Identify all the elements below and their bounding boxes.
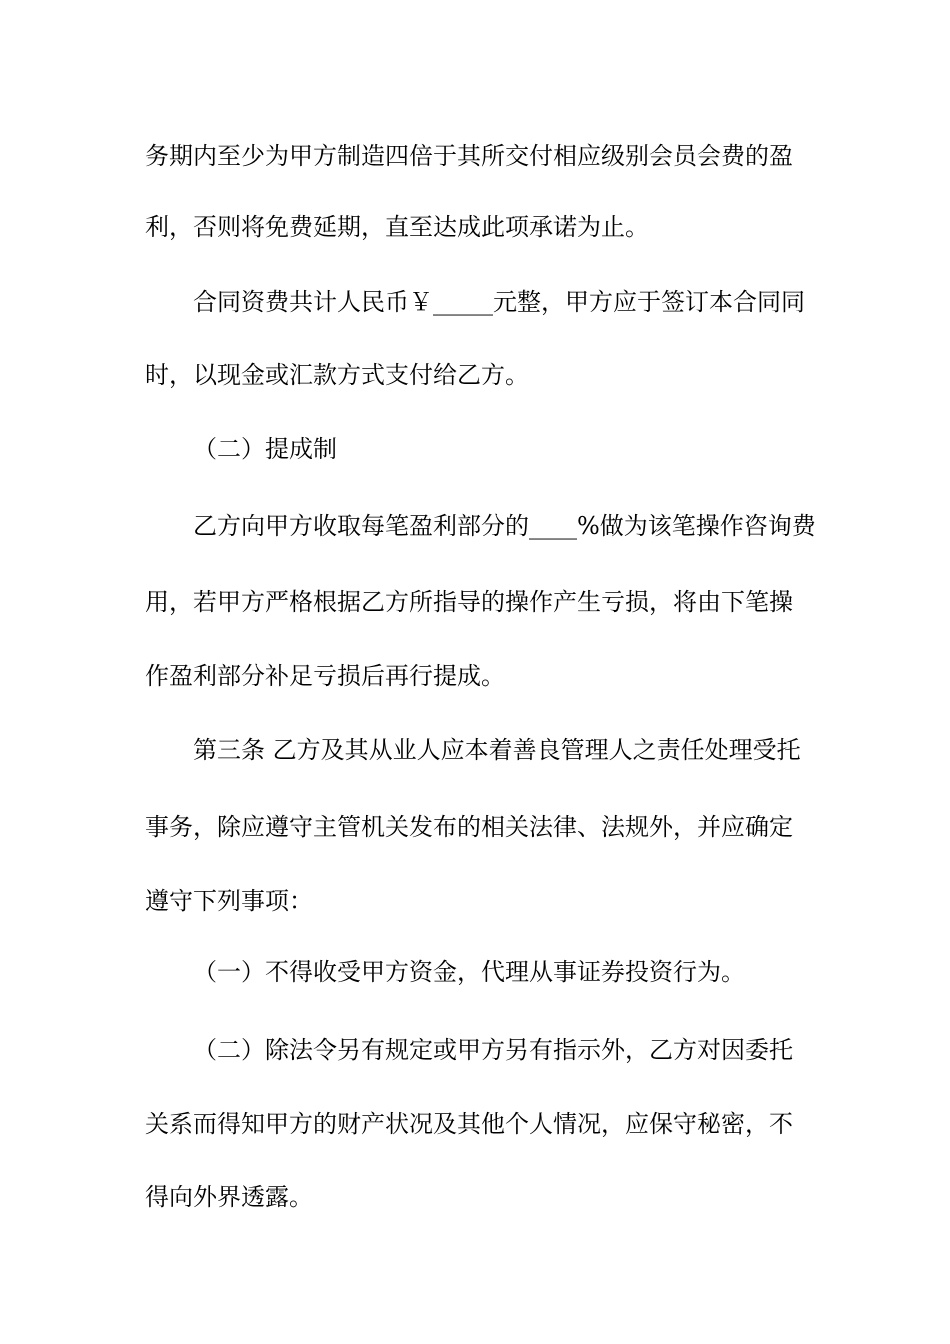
section-heading: （二）提成制 — [193, 435, 337, 463]
paragraph-line: 务期内至少为甲方制造四倍于其所交付相应级别会员会费的盈 — [145, 142, 793, 170]
paragraph-line: 时，以现金或汇款方式支付给乙方。 — [145, 361, 529, 389]
list-item-line: （一）不得收受甲方资金，代理从事证券投资行为。 — [193, 958, 745, 986]
paragraph-line: 利，否则将免费延期，直至达成此项承诺为止。 — [145, 213, 649, 241]
paragraph-line: 用，若甲方严格根据乙方所指导的操作产生亏损，将由下笔操 — [145, 588, 793, 616]
paragraph-line: 事务，除应遵守主管机关发布的相关法律、法规外，并应确定 — [145, 813, 793, 841]
paragraph-line: 关系而得知甲方的财产状况及其他个人情况，应保守秘密，不 — [145, 1110, 793, 1138]
paragraph-line: 合同资费共计人民币￥_____元整，甲方应于签订本合同同 — [193, 288, 805, 316]
article-heading-line: 第三条 乙方及其从业人应本着善良管理人之责任处理受托 — [193, 736, 801, 764]
paragraph-line: 乙方向甲方收取每笔盈利部分的____%做为该笔操作咨询费 — [193, 512, 816, 540]
list-item-line: （二）除法令另有规定或甲方另有指示外，乙方对因委托 — [193, 1036, 793, 1064]
paragraph-line: 作盈利部分补足亏损后再行提成。 — [145, 662, 505, 690]
paragraph-line: 得向外界透露。 — [145, 1183, 313, 1211]
paragraph-line: 遵守下列事项： — [145, 887, 313, 915]
